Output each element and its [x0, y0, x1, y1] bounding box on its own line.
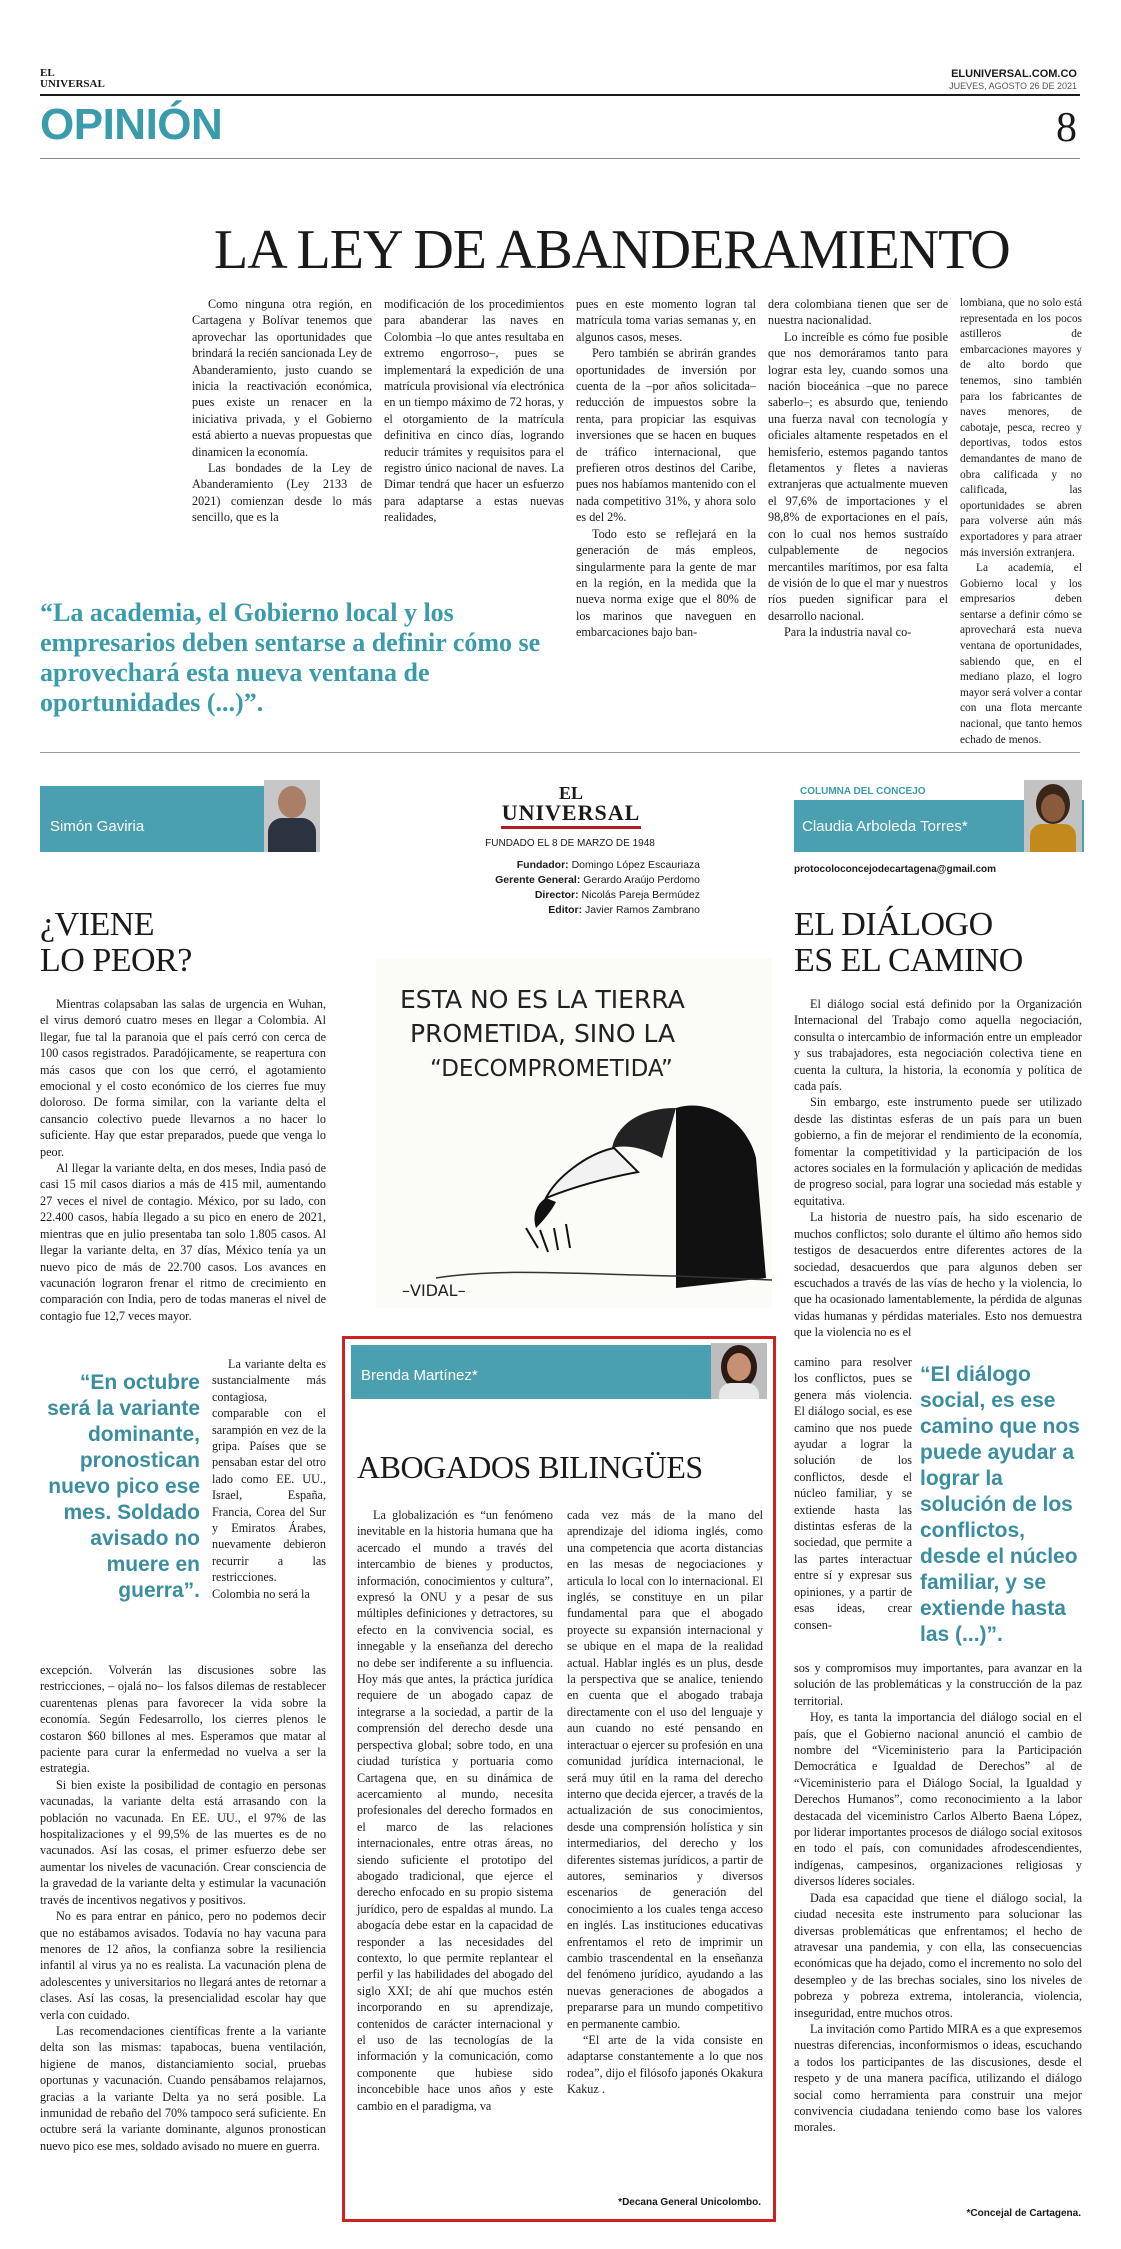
header-logo-top: EL — [40, 67, 55, 79]
paragraph: modificación de los procedimientos para abanderar las naves en Colombia –lo que antes resultaba en extremo engorroso–, pues se implementará la expedición de una matrícula provisional vía electrónica en un tiempo máximo de 72 horas, y el otorgamiento de la matrícula definitiva en cinco días, logrando reducir trámites y requisitos para el registro único nacional de naves. La Dimar tendrá que hacer un esfuerzo para adaptarse a estas nuevas realidades, — [384, 297, 564, 525]
paragraph: sos y compromisos muy importantes, para avanzar en la solución de las problemáticas y la construcción de la paz territorial. — [794, 1661, 1082, 1708]
paragraph: excepción. Volverán las discusiones sobre las restricciones, – ojalá no– los falsos dilemas de restablecer cuarentenas plenas para favorecer la vida sobre la economía. Según Fedesarrollo, los cierres plenos le costaron $60 billones al mes. Esperamos que matar al paciente para curar la enfermedad no vuelva a ser la estrategia. — [40, 1663, 326, 1776]
paragraph: “El arte de la vida consiste en adaptarse constantemente a lo que nos rodea”, dijo el filósofo japonés Okakura Kakuz . — [567, 2033, 763, 2097]
paragraph: Lo increíble es cómo fue posible que nos demoráramos tanto para lograr esta ley, cuando somos una nación bioceánica –que no parece saberlo–; es absurdo que, teniendo una fuerza naval con tecnología y oficiales altamente respetados en el hemisferio, estemos pagando tantos fletamentos y fletes a navieras extranjeras que actualmente mueven el 97,6% de importaciones y el 98,8% de exportaciones en el país, con lo cual nos hemos sustraído culpablemente de negocios mercantiles marítimos, por esa falta de visión de lo que el mar y nuestros ríos pueden significar para el desarrollo nacional. — [768, 329, 948, 623]
center-column-box — [342, 1336, 776, 2222]
header-date: JUEVES, AGOSTO 26 DE 2021 — [949, 81, 1077, 91]
header-logo-bottom: UNIVERSAL — [40, 78, 105, 90]
masthead-staff — [440, 858, 700, 918]
cartoon-drawing — [376, 958, 772, 1308]
staff-row: Gerente General: Gerardo Araújo Perdomo — [495, 874, 700, 886]
paragraph: Si bien existe la posibilidad de contagio en personas vacunadas, la variante delta está arrasando con la población no vacunada. En EE. UU., el 97% de las hospitalizaciones y el 99,5% de las muertes es de no vacunados. Así las cosas, el primer esfuerzo debe ser aumentar los niveles de vacunación. Crear consciencia de la gravedad de la variante delta y estimular la vacunación través de incentivos negativos y positivos. — [40, 1777, 326, 1907]
right-body-top — [794, 996, 1082, 1341]
paragraph: Sin embargo, este instrumento puede ser utilizado desde las distintas esferas de un país para un buen gobierno, a fin de mejorar el rendimiento de la economía, fomentar la competitividad y la participación de los actores sociales en la formulación y aplicación de medidas de progreso social, para lograr una sociedad más estable y equitativa. — [794, 1095, 1082, 1208]
header-logo — [40, 68, 105, 90]
right-pull-quote: “El diálogo social, es ese camino que nos puede ayudar a lograr la solución de los conflictos, desde el núcleo familiar, y se extiende hasta las (...)”. — [920, 1363, 1080, 1646]
editorial-bottom-rule — [40, 752, 1080, 753]
paragraph: dera colombiana tienen que ser de nuestra nacionalidad. — [768, 297, 948, 328]
editorial-col-2 — [384, 296, 564, 526]
center-footnote: *Decana General Unicolombo. — [618, 2197, 761, 2208]
paragraph: Mientras colapsaban las salas de urgencia en Wuhan, el virus demoró cuatro meses en llegar a Colombia. Al llegar, fue tal la paranoia que el país cerró con cerca de 100 casos registrados. Paradójicamente, se reapertura con más casos que con los que cerró, el agotamiento emocional y el costo económico de los cierres fue muy doloroso. De forma similar, con la variante delta el cansancio colectivo puede llevarnos a no hacer lo suficiente. Hay que estar preparados, puede que venga lo peor. — [40, 997, 326, 1159]
paragraph: No es para entrar en pánico, pero no podemos decir que no estábamos avisados. Todavía no hay vacuna para menores de 12 años, la confianza sobre la resiliencia infantil al virus ya no es realista. La vacunación plena de adolescentes y universitarios no llegará antes de retornar a clases. Así las cosas, la presencialidad escolar hay que verla con cuidado. — [40, 1909, 326, 2022]
avatar — [1024, 780, 1082, 852]
masthead-logo-top: EL — [558, 783, 583, 803]
cartoon-signature: –VIDAL– — [402, 1281, 466, 1300]
editorial-pull-quote: “La academia, el Gobierno local y los empresarios deben sentarse a definir cómo se aprovechará esta nueva ventana de oportunidades (...)”. — [40, 598, 541, 717]
masthead-logo — [496, 784, 646, 829]
section-title: OPINIÓN — [40, 100, 223, 149]
editorial-col-4 — [768, 296, 948, 641]
paragraph: La globalización es “un fenómeno inevitable en la historia humana que ha acercado el mundo a través del intercambio de bienes y productos, información, conocimientos y cultura”, expresó la ONU y a pesar de sus múltiples definiciones y detractores, su efecto en la convivencia social, es innegable y la enseñanza del derecho no debe ser indiferente a su influencia. Hoy más que antes, la práctica jurídica requiere de un abogado capaz de integrarse a la sociedad, a partir de la comprensión del derecho desde una perspectiva global; sobre todo, en una ciudad turística y portuaria como Cartagena que, en su dinámica de acercamiento al mundo, necesita profesionales del derecho formados en el marco de las relaciones internacionales, entre otras áreas, no siendo suficiente el prototipo del abogado tradicional, que ejerce el derecho enfocado en su propio sistema jurídico, pero de espaldas al mundo. La abogacía debe estar en la capacidad de responder a las necesidades del contexto, lo que permite replantear el perfil y las habilidades del abogado del siglo XXI; de ahí que muchos estén incorporando en su aprendizaje, contenidos de carácter internacional y el uso de las tecnologías de la información y la comunicación, como componente que hubiese sido inconcebible hace unos años y este cambio en el paradigma, va — [357, 1508, 553, 2113]
right-kicker: COLUMNA DEL CONCEJO — [800, 786, 926, 797]
paragraph: La academia, el Gobierno local y los empresarios deben sentarse a definir cómo se aprovechará esta nueva ventana de oportunidades, sabiendo que, en el mediano plazo, el logro mayor será volver a contar con una flota mercante nacional, que tanto hemos echado de menos. — [960, 562, 1082, 746]
paragraph: Las bondades de la Ley de Abanderamiento (Ley 2133 de 2021) comienzan desde lo más sencillo, que es la — [192, 461, 372, 525]
center-col-1 — [357, 1507, 553, 2114]
author-bar-center — [351, 1345, 767, 1399]
header-rule — [40, 94, 1080, 96]
right-title-1: EL DIÁLOGO — [794, 906, 993, 943]
paragraph: El diálogo social está definido por la Organización Internacional del Trabajo como aquella negociación, consulta o intercambio de información entre un empleador y sus trabajadores, esta negociación colectiva tiene en cuenta la cultura, la historia, la economía y política de cada país. — [794, 997, 1082, 1094]
right-title-2: ES EL CAMINO — [794, 942, 1023, 979]
paragraph: lombiana, que no solo está representada en los pocos astilleros de embarcaciones mayores y de alto bordo que tenemos, sino también para los fabricantes de naves menores, de cabotaje, pesca, recreo y deportivas, todos estos demandantes de mano de obra calificada y no calificada, las oportunidades se abren para volverse aún más exportadores y para atraer más inversión extranjera. — [960, 297, 1082, 559]
left-body-bottom — [40, 1662, 326, 2154]
paragraph: Pero también se abrirán grandes oportunidades de inversión por cuenta de la –por años solicitada– reducción de impuestos sobre la renta, para propiciar las esquivas inversiones que se hacen en buques de tráfico internacional, que prefieren otros destinos del Caribe, pues nos habíamos mantenido con el nada competitivo 31%, y ahora solo es del 2%. — [576, 346, 756, 525]
paragraph: Como ninguna otra región, en Cartagena y Bolívar tenemos que aprovechar las oportunidades que brindará la recién sancionada Ley de Abanderamiento, justo cuando se inicia la reactivación económica, pues existe un renacer en la iniciativa privada, y el Gobierno está abierto a nuevas propuestas que dinamicen la economía. — [192, 297, 372, 459]
right-footnote: *Concejal de Cartagena. — [966, 2208, 1081, 2219]
section-rule — [40, 158, 1080, 159]
avatar — [264, 780, 320, 852]
editorial-col-5 — [960, 296, 1082, 748]
staff-row: Fundador: Domingo López Escauriaza — [516, 859, 700, 871]
author-name: Claudia Arboleda Torres* — [802, 818, 968, 835]
avatar — [711, 1343, 767, 1399]
paragraph: La invitación como Partido MIRA es a que expresemos nuestras diferencias, inconformismos o ideas, escuchando a todos los participantes de las discusiones, desde el respeto y de una manera pacífica, utilizando el diálogo social como herramienta para construir una mejor convivencia ciudadana teniendo como base los valores morales. — [794, 2021, 1082, 2135]
cartoon-line-1: ESTA NO ES LA TIERRA — [400, 985, 685, 1014]
paragraph: Dada esa capacidad que tiene el diálogo social, la ciudad necesita este instrumento para solucionar las diversas problemáticas que enfrentamos; el hecho de atravesar una pandemia, y con ella, las consecuencias económicas que ha dejado, como el incremento no solo del desempleo y de las brechas sociales, sino los niveles de pobreza y pobreza extrema, intolerancia, violencia, inseguridad, entre muchos otros. — [794, 1890, 1082, 2020]
right-email[interactable]: protocoloconcejodecartagena@gmail.com — [794, 864, 997, 875]
left-title-1: ¿VIENE — [40, 906, 155, 943]
paragraph: Las recomendaciones científicas frente a la variante delta son las mismas: tapabocas, buena ventilación, higiene de manos, distanciamiento social, pruebas oportunas y vacunación. Cuando pensábamos relajarnos, gracias a la variante Delta ya no será posible. La inmunidad de rebaño del 70% tampoco será suficiente. En octubre será la variante dominante, algunos pronostican nuevo pico ese mes, soldado avisado no muere en guerra. — [40, 2023, 326, 2153]
center-col-2 — [567, 1507, 763, 2098]
paragraph: Hoy, es tanta la importancia del diálogo social en el país, que el Gobierno nacional anunció el cambio de nombre del “Viceministerio para la Participación Democrática e Igualdad de Derechos” al de “Viceministerio para el Diálogo Social, la Igualdad y Derechos Humanos”, como reconocimiento a la labor destacada del viceministro Carlos Alberto Baena López, por liderar importantes procesos de diálogo social exitosos en todo el país, con comunidades afrodescendientes, indígenas, campesinos, organizaciones religiosas y diversos líderes sociales. — [794, 1710, 1082, 1889]
paragraph: pues en este momento logran tal matrícula toma varias semanas y, en algunos casos, meses. — [576, 297, 756, 344]
masthead-founded: FUNDADO EL 8 DE MARZO DE 1948 — [485, 838, 655, 849]
header-site[interactable]: ELUNIVERSAL.COM.CO — [951, 68, 1077, 80]
right-body-side — [794, 1354, 912, 1633]
paragraph: La variante delta es sustancialmente más contagiosa, comparable con el sarampión en vez de la gripa. Países que se pensaban estar del otro lado como EE. UU., Israel, España, Francia, Corea del Sur y Emiratos Árabes, nuevamente debieron recurrir a las restricciones. Colombia no será la — [212, 1357, 326, 1601]
cartoon-line-2: PROMETIDA, SINO LA — [410, 1019, 676, 1048]
left-body-side — [212, 1356, 326, 1602]
staff-row: Editor: Javier Ramos Zambrano — [548, 904, 700, 916]
center-title: ABOGADOS BILINGÜES — [357, 1449, 703, 1485]
paragraph: camino para resolver los conflictos, pues se genera más violencia. El diálogo social, es ese camino que nos puede ayudar a lograr la solución de los conflictos, desde el núcleo familiar, y se extiende hasta las distintas esferas de la sociedad, que permite a las partes interactuar entre sí y expresar sus opiniones, y a partir de esas ideas, crear consen- — [794, 1355, 912, 1632]
editorial-title: LA LEY DE ABANDERAMIENTO — [214, 219, 1010, 281]
paragraph: La historia de nuestro país, ha sido escenario de muchos conflictos; solo durante el último año hemos sido testigos de desacuerdos entre diferentes actores de la sociedad, desacuerdos que para algunos deben ser escuchados a través de las vías de hecho y la violencia, lo que ha ocasionado lamentablemente, la pérdida de algunas vidas humanas y pérdidas materiales. Esto nos demuestra que la violencia no es el — [794, 1210, 1082, 1340]
left-pull-quote: “En octubre será la variante dominante, pronostican nuevo pico ese mes. Soldado avisado no muere en guerra”. — [47, 1371, 200, 1602]
editorial-col-1 — [192, 296, 372, 526]
author-name: Brenda Martínez* — [361, 1367, 478, 1384]
paragraph: Para la industria naval co- — [784, 625, 912, 640]
page-number: 8 — [1056, 105, 1077, 151]
paragraph: Al llegar la variante delta, en dos meses, India pasó de casi 15 mil casos diarios a más de 415 mil, aumentando 27 veces el nivel de contagio. México, por su lado, con 22.400 casos, había llegado a su pico en enero de 2021, mientras que en julio presentaba tan solo 1.805 casos. Al llegar la variante delta, en 37 días, México tenía ya un nuevo pico de más de 22.700 casos. Los avances en vacunación lograron frenar el ritmo de crecimiento en comparación con India, pero de todas maneras el nivel de contagio fue 12,7 veces mayor. — [40, 1161, 326, 1323]
masthead-logo-underline — [501, 826, 641, 829]
editorial-col-3 — [576, 296, 756, 641]
staff-row: Director: Nicolás Pareja Bermúdez — [534, 889, 700, 901]
cartoon — [376, 958, 772, 1308]
right-body-bottom — [794, 1660, 1082, 2136]
paragraph: Todo esto se reflejará en la generación de más empleos, singularmente para la gente de mar en la región, en la medida que la nueva norma exige que el 80% de los marinos que naveguen en embarcaciones bajo ban- — [576, 526, 756, 640]
cartoon-line-3: “DECOMPROMETIDA” — [430, 1056, 673, 1082]
masthead-logo-bottom: UNIVERSAL — [501, 800, 641, 825]
left-body-top — [40, 996, 326, 1324]
left-title-2: LO PEOR? — [40, 942, 192, 979]
paragraph: cada vez más de la mano del aprendizaje del idioma inglés, como una competencia que acorta distancias en las mesas de negociaciones y articula lo local con lo internacional. El inglés, se constituye en un pilar fundamental para que el abogado proyecte su expansión internacional y se ubique en el mapa de la realidad actual. Hablar inglés es un plus, desde la perspectiva que se analice, teniendo en cuenta que el abogado trabaja directamente con el uso del lenguaje y aun cuando no esté pensando en interactuar o ejercer su profesión en una comunidad jurídica internacional, le será muy útil en la rama del derecho interno que decida ejercer, a través de la actualización de sus conocimientos, desde una comprensión holística y sin intermediarios, del derecho y los diferentes sistemas jurídicos, a partir de autores, seminarios y diversos escenarios de generación del conocimiento a los cuales tenga acceso en inglés. Las instituciones educativas enfrentamos el reto de imprimir un cambio trascendental en la enseñanza del fenómeno jurídico, ayudando a las nuevas generaciones de abogados a prepararse para un mundo competitivo en permanente cambio. — [567, 1508, 763, 2031]
author-name: Simón Gaviria — [50, 818, 145, 835]
